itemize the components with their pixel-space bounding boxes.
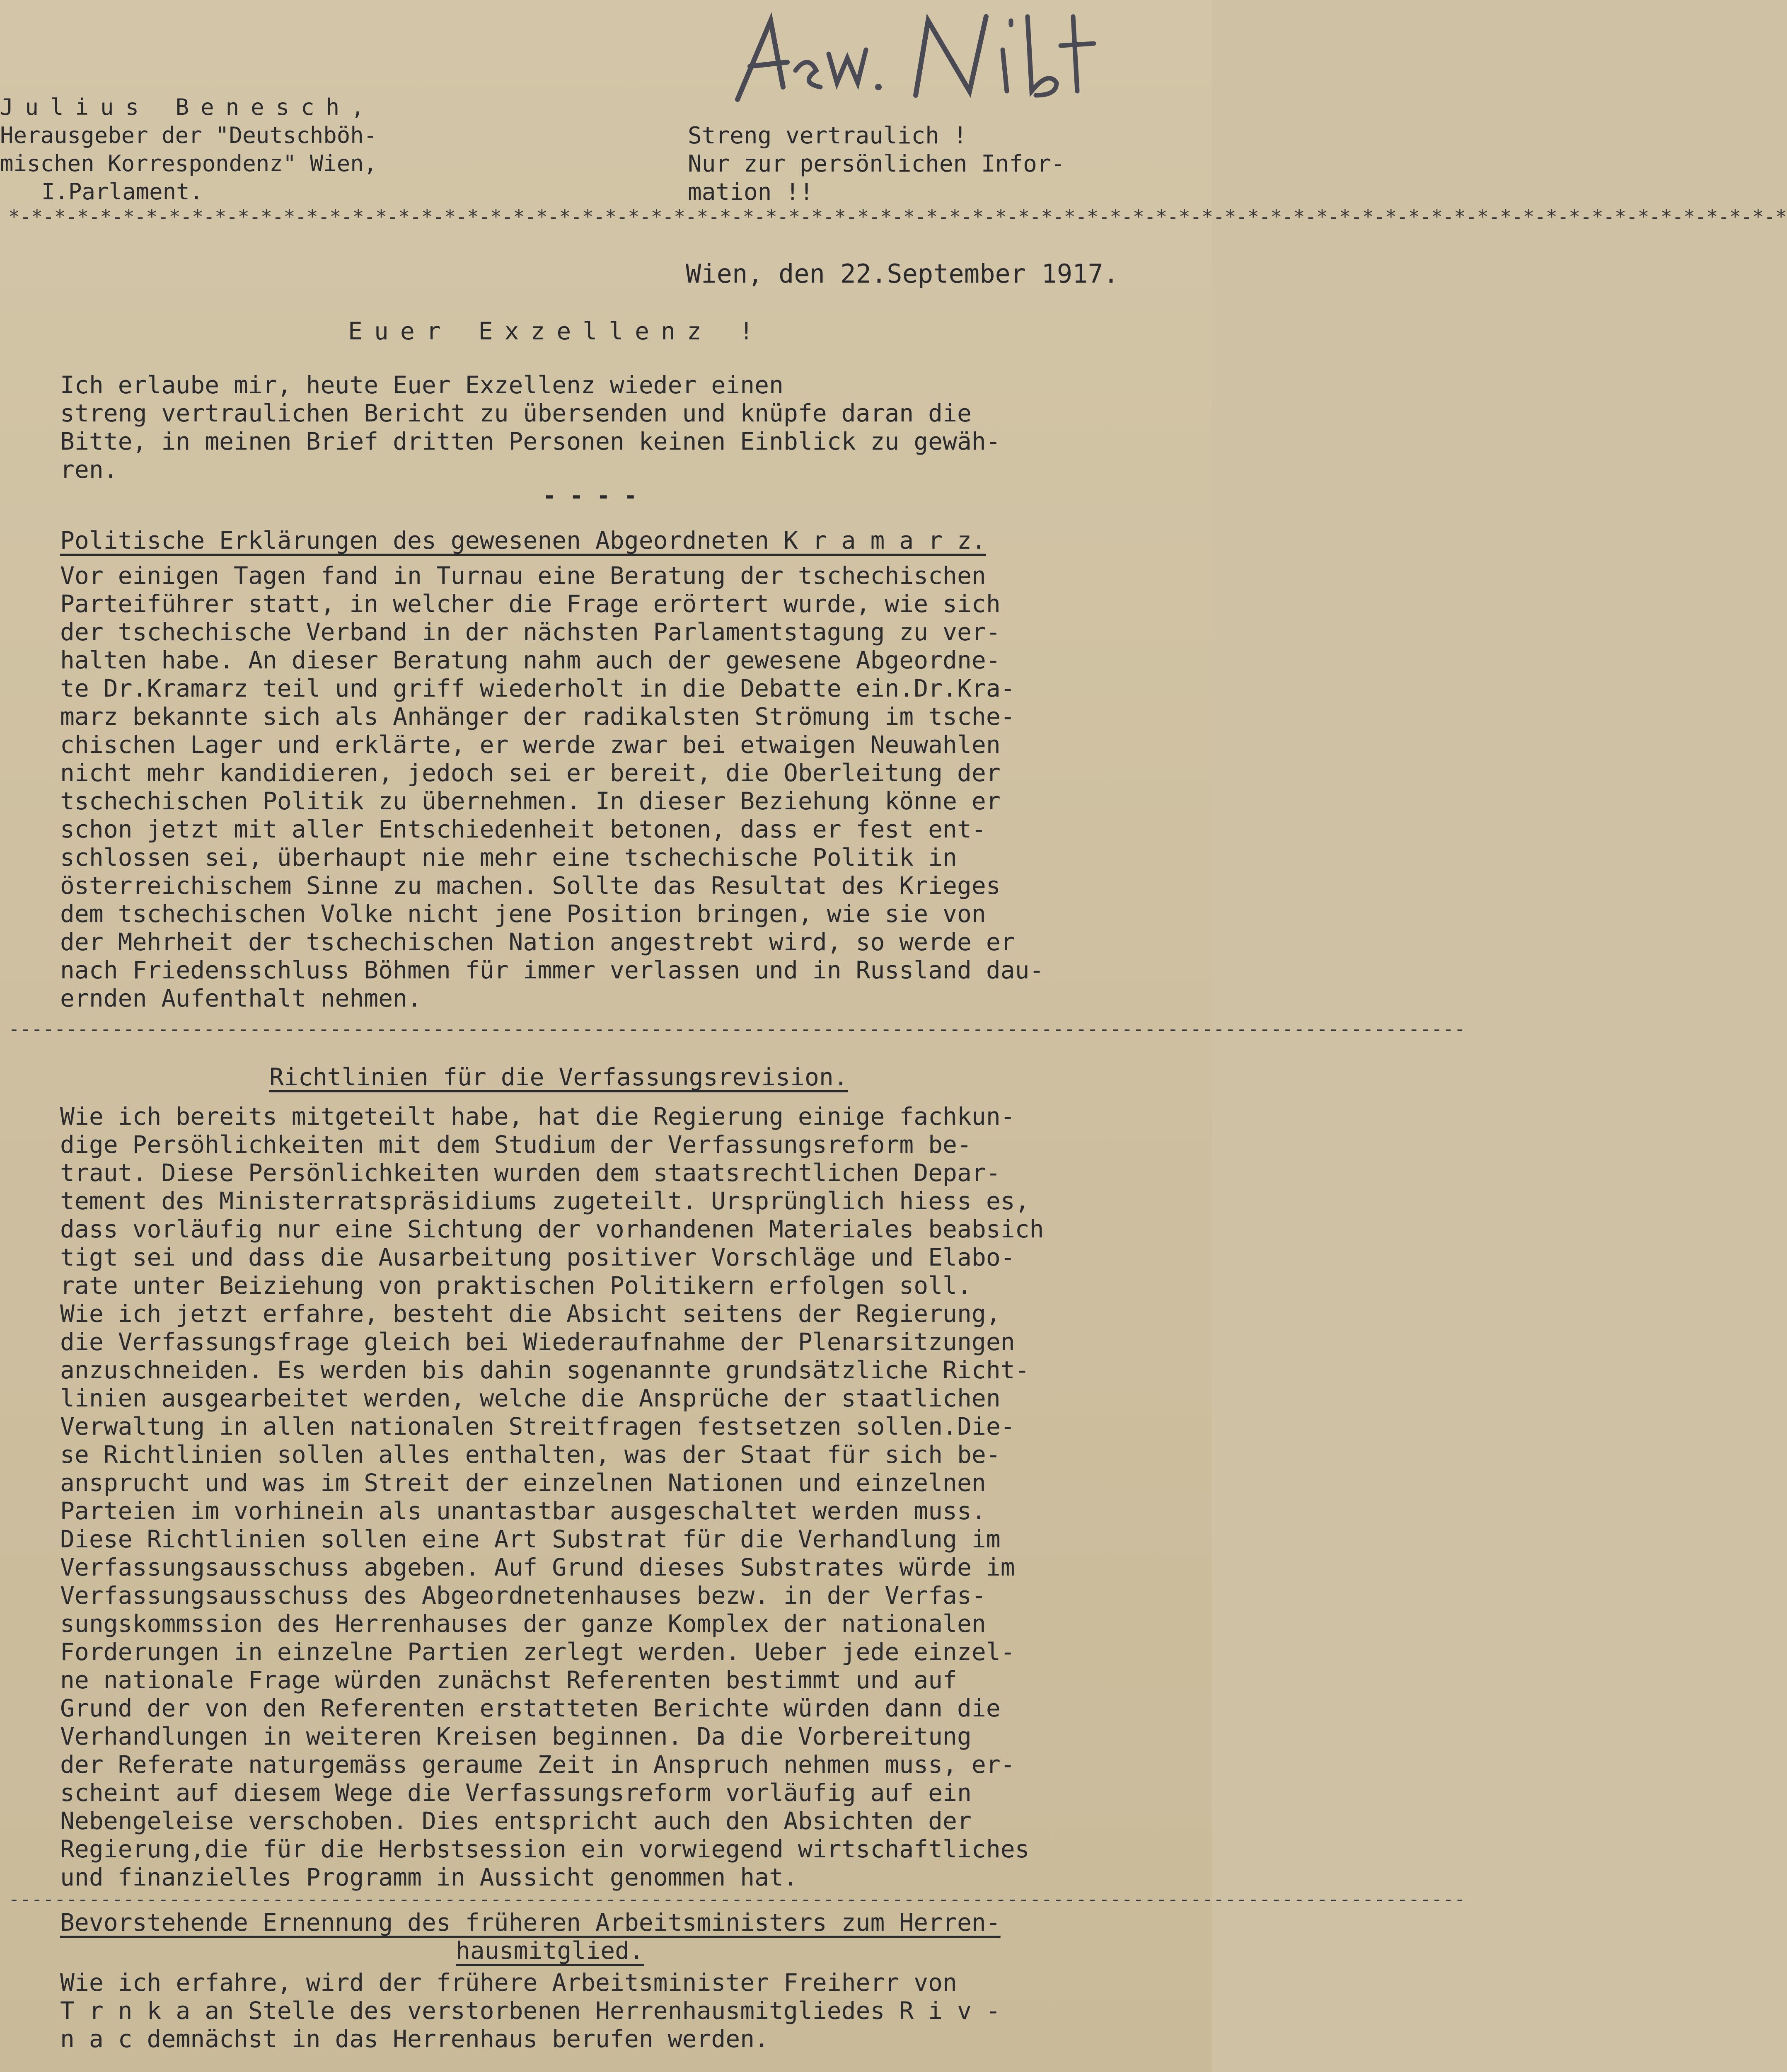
text-line: dige Persöhlichkeiten mit dem Studium der Verfassungsreform be-	[60, 1130, 972, 1159]
text-line: schlossen sei, überhaupt nie mehr eine tschechische Politik in	[60, 843, 957, 871]
text-line: nicht mehr kandidieren, jedoch sei er bereit, die Oberleitung der	[60, 759, 1001, 787]
text-line: Wie ich bereits mitgeteilt habe, hat die Regierung einige fachkun-	[60, 1102, 1015, 1130]
section-heading-cont: hausmitglied.	[456, 1936, 644, 1965]
text-line: rate unter Beiziehung von praktischen Politikern erfolgen soll.	[60, 1271, 972, 1300]
text-line: se Richtlinien sollen alles enthalten, was der Staat für sich be-	[60, 1440, 1001, 1469]
text-line: Wie ich erfahre, wird der frühere Arbeitsminister Freiherr von	[60, 1968, 957, 1997]
text-line: Verwaltung in allen nationalen Streitfragen festsetzen sollen.Die-	[60, 1412, 1015, 1440]
text-line: Vor einigen Tagen fand in Turnau eine Beratung der tschechischen	[60, 562, 986, 590]
sender-line: I.Parlament.	[41, 179, 203, 205]
text-line: streng vertraulichen Bericht zu übersenden und knüpfe daran die	[60, 399, 972, 427]
text-line: der tschechische Verband in der nächsten Parlamentstagung zu ver-	[60, 618, 1001, 646]
dash-rule: -------------------------------------------------------------------------------------------------------------------------------	[8, 1888, 1466, 1910]
text-line: ansprucht und was im Streit der einzelnen Nationen und einzelnen	[60, 1469, 986, 1497]
text-line: österreichischem Sinne zu machen. Sollte das Resultat des Krieges	[60, 871, 1001, 900]
separator: - - - -	[543, 483, 637, 509]
text-line: Ich erlaube mir, heute Euer Exzellenz wieder einen	[60, 371, 783, 399]
text-line: Grund der von den Referenten erstatteten Berichte würden dann die	[60, 1694, 1001, 1722]
sender-line: mischen Korrespondenz" Wien,	[0, 150, 377, 177]
text-line: ren.	[60, 455, 118, 484]
text-line: Verfassungsausschuss abgeben. Auf Grund dieses Substrates würde im	[60, 1553, 1015, 1581]
text-line: chischen Lager und erklärte, er werde zwar bei etwaigen Neuwahlen	[60, 731, 1001, 759]
text-line: traut. Diese Persönlichkeiten wurden dem staatsrechtlichen Depar-	[60, 1159, 1001, 1187]
text-line: tigt sei und dass die Ausarbeitung positiver Vorschläge und Elabo-	[60, 1243, 1015, 1271]
text-line: scheint auf diesem Wege die Verfassungsreform vorläufig auf ein	[60, 1779, 972, 1807]
text-line: der Referate naturgemäss geraume Zeit in Anspruch nehmen muss, er-	[60, 1750, 1015, 1779]
text-line: dem tschechischen Volke nicht jene Position bringen, wie sie von	[60, 900, 986, 928]
text-line: Regierung,die für die Herbstsession ein vorwiegend wirtschaftliches	[60, 1835, 1030, 1863]
confidential-line: mation !!	[688, 179, 814, 206]
text-line: und finanzielles Programm in Aussicht genommen hat.	[60, 1863, 798, 1891]
text-line: Diese Richtlinien sollen eine Art Substrat für die Verhandlung im	[60, 1525, 1001, 1553]
text-line: Wie ich jetzt erfahre, besteht die Absicht seitens der Regierung,	[60, 1300, 1001, 1328]
confidential-line: Nur zur persönlichen Infor-	[688, 150, 1065, 177]
section-body	[60, 1970, 1001, 2055]
section-body	[60, 564, 1044, 1014]
intro-paragraph	[60, 373, 1001, 486]
text-line: tschechischen Politik zu übernehmen. In dieser Beziehung könne er	[60, 787, 1001, 815]
text-line: n a c demnächst in das Herrenhaus berufen werden.	[60, 2025, 769, 2053]
text-line: linien ausgearbeitet werden, welche die Ansprüche der staatlichen	[60, 1384, 1001, 1412]
section-heading: Bevorstehende Ernennung des früheren Arbeitsministers zum Herren-	[60, 1908, 1001, 1936]
sender-line: Herausgeber der "Deutschböh-	[0, 122, 377, 148]
text-line: der Mehrheit der tschechischen Nation angestrebt wird, so werde er	[60, 928, 1015, 956]
text-line: schon jetzt mit aller Entschiedenheit betonen, dass er fest ent-	[60, 815, 986, 843]
section-body	[60, 1104, 1044, 1893]
section-heading: Richtlinien für die Verfassungsrevision.	[269, 1063, 848, 1091]
dash-rule: -------------------------------------------------------------------------------------------------------------------------------	[8, 1018, 1466, 1040]
text-line: anzuschneiden. Es werden bis dahin sogenannte grundsätzliche Richt-	[60, 1356, 1030, 1384]
text-line: Parteiführer statt, in welcher die Frage erörtert wurde, wie sich	[60, 590, 1001, 618]
text-line: dass vorläufig nur eine Sichtung der vorhandenen Materiales beabsich	[60, 1215, 1044, 1243]
sender-line: Julius Benesch,	[0, 94, 376, 120]
star-rule: *-*-*-*-*-*-*-*-*-*-*-*-*-*-*-*-*-*-*-*-*-*-*-*-*-*-*-*-*-*-*-*-*-*-*-*-*-*-*-*-*-*-*-*-*-*-*-*-*-*-*-*-*-*-*-*-*-*-*-*-*-*-*-*-*-*-*-*-*-*-*-*-*-*-*-*-*-*	[8, 206, 1787, 228]
section-heading: Politische Erklärungen des gewesenen Abgeordneten K r a m a r z.	[60, 526, 986, 554]
confidential-line: Streng vertraulich !	[688, 122, 967, 149]
text-line: Verfassungsausschuss des Abgeordnetenhauses bezw. in der Verfas-	[60, 1581, 986, 1610]
text-line: ne nationale Frage würden zunächst Referenten bestimmt und auf	[60, 1666, 957, 1694]
text-line: te Dr.Kramarz teil und griff wiederholt in die Debatte ein.Dr.Kra-	[60, 674, 1015, 702]
text-line: Forderungen in einzelne Partien zerlegt werden. Ueber jede einzel-	[60, 1638, 1015, 1666]
text-line: ernden Aufenthalt nehmen.	[60, 984, 422, 1012]
salutation: Euer Exzellenz !	[348, 317, 765, 345]
text-line: tement des Ministerratspräsidiums zugeteilt. Ursprünglich hiess es,	[60, 1187, 1030, 1215]
text-line: Nebengeleise verschoben. Dies entspricht auch den Absichten der	[60, 1807, 972, 1835]
text-line: Bitte, in meinen Brief dritten Personen keinen Einblick zu gewäh-	[60, 427, 1001, 455]
date-line: Wien, den 22.September 1917.	[686, 259, 1119, 289]
text-line: die Verfassungsfrage gleich bei Wiederaufnahme der Plenarsitzungen	[60, 1328, 1015, 1356]
text-line: halten habe. An dieser Beratung nahm auch der gewesene Abgeordne-	[60, 646, 1001, 674]
text-line: sungskommssion des Herrenhauses der ganze Komplex der nationalen	[60, 1610, 986, 1638]
handwritten-annotation	[721, 4, 1119, 112]
text-line: Parteien im vorhinein als unantastbar ausgeschaltet werden muss.	[60, 1497, 986, 1525]
text-line: nach Friedensschluss Böhmen für immer verlassen und in Russland dau-	[60, 956, 1044, 984]
text-line: marz bekannte sich als Anhänger der radikalsten Strömung im tsche-	[60, 702, 1015, 731]
text-line: Verhandlungen in weiteren Kreisen beginnen. Da die Vorbereitung	[60, 1722, 972, 1750]
text-line: T r n k a an Stelle des verstorbenen Herrenhausmitgliedes R i v -	[60, 1997, 1001, 2025]
